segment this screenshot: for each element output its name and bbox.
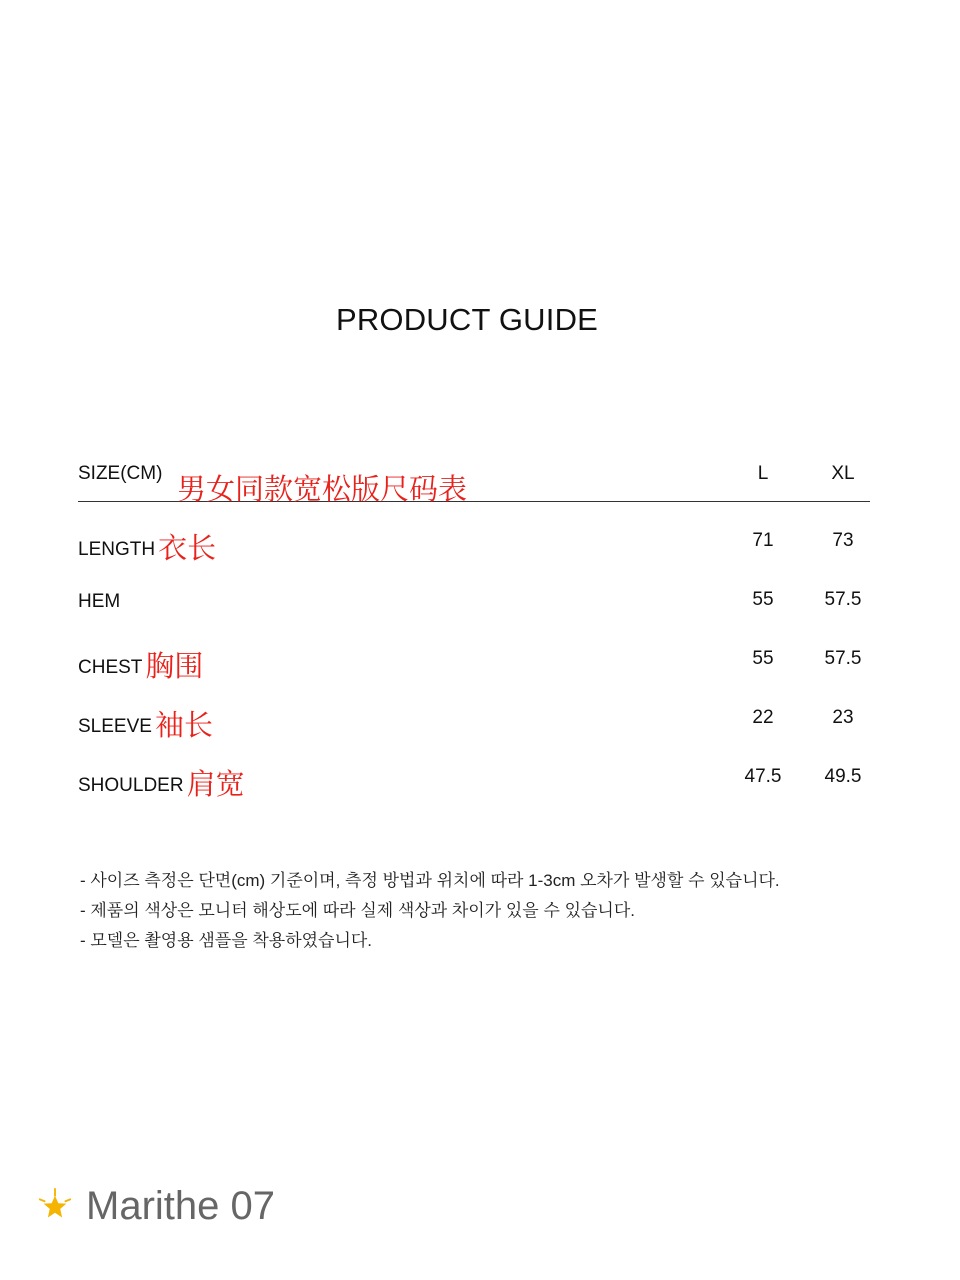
table-row-hem	[78, 569, 870, 628]
value-l: 71	[752, 530, 774, 551]
size-xl-header: XL	[831, 463, 855, 484]
page-title: PRODUCT GUIDE	[335, 302, 599, 337]
watermark	[36, 1184, 275, 1229]
row-label: SHOULDER	[78, 775, 184, 796]
value-xl: 49.5	[824, 766, 862, 787]
value-l: 22	[752, 707, 774, 728]
value-xl: 73	[832, 530, 854, 551]
table-row-shoulder	[78, 746, 870, 805]
size-table	[78, 455, 870, 805]
table-row-chest	[78, 628, 870, 687]
row-label: HEM	[78, 591, 121, 612]
note-line: - 모델은 촬영용 샘플을 착용하였습니다.	[80, 931, 373, 950]
value-l: 55	[752, 648, 774, 669]
row-label: LENGTH	[78, 539, 156, 560]
size-l-header: L	[757, 463, 769, 484]
watermark-text: Marithe 07	[86, 1184, 275, 1228]
row-label: CHEST	[78, 657, 143, 678]
row-label-zh: 袖长	[154, 710, 213, 742]
value-l: 47.5	[744, 766, 782, 787]
value-xl: 23	[832, 707, 854, 728]
note-line: - 제품의 색상은 모니터 해상도에 따라 실제 색상과 차이가 있을 수 있습니다.	[80, 901, 635, 920]
table-row-length	[78, 510, 870, 569]
row-label-zh: 衣长	[158, 533, 217, 565]
value-xl: 57.5	[824, 589, 862, 610]
row-label: SLEEVE	[78, 716, 152, 737]
size-header-label: SIZE(CM)	[78, 463, 163, 484]
table-row-sleeve	[78, 687, 870, 746]
size-chart-note: 男女同款宽松版尺码表	[177, 474, 468, 506]
star-icon	[36, 1188, 74, 1226]
note-line: - 사이즈 측정은 단면(cm) 기준이며, 측정 방법과 위치에 따라 1-3cm 오차가 발생할 수 있습니다.	[80, 871, 780, 890]
size-notes	[80, 866, 780, 956]
value-l: 55	[752, 589, 774, 610]
row-label-zh: 胸围	[145, 651, 204, 683]
value-xl: 57.5	[824, 648, 862, 669]
row-label-zh: 肩宽	[186, 769, 245, 801]
size-table-header	[78, 455, 870, 506]
